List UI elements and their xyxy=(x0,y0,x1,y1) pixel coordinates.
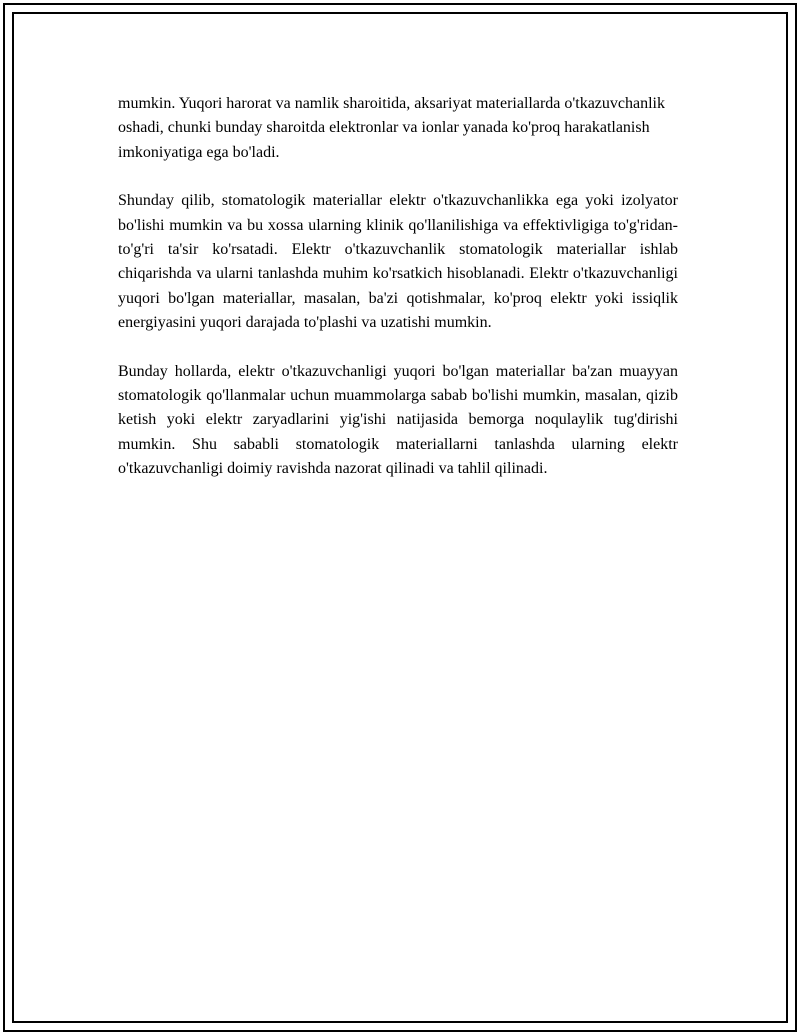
paragraph-clinical-issues: Bunday hollarda, elektr o'tkazuvchanligi yuqori bo'lgan materiallar ba'zan muayyan stomatologik qo'llanmalar uchun muammolarga sabab bo'lishi mumkin, masalan, qizib ketish yoki elektr zaryadlarini yig'ishi natijasida bemorga noqulaylik tug'dirishi mumkin. Shu sababli stomatologik materiallarni tanlashda ularning elektr o'tkazuvchanligi doimiy ravishda nazorat qilinadi va tahlil qilinadi. xyxy=(118,362,678,478)
paragraph-continuation: mumkin. Yuqori harorat va namlik sharoitida, aksariyat materiallarda o'tkazuvchanlik oshadi, chunki bunday sharoitda elektronlar va ionlar yanada ko'proq harakatlanish imkoniyatiga ega bo'ladi. xyxy=(118,95,665,161)
paragraph-conclusion: Shunday qilib, stomatologik materiallar elektr o'tkazuvchanlikka ega yoki izolyator bo'lishi mumkin va bu xossa ularning klinik qo'llanilishiga va effektivligiga to'g'ridan-to'g'ri ta'sir ko'rsatadi. Elektr o'tkazuvchanlik stomatologik materiallar ishlab chiqarishda va ularni tanlashda muhim ko'rsatkich hisoblanadi. Elektr o'tkazuvchanligi yuqori bo'lgan materiallar, masalan, ba'zi qotishmalar, ko'proq elektr yoki issiqlik energiyasini yuqori darajada to'plashi va uzatishi mumkin. xyxy=(118,192,678,332)
document-body xyxy=(118,92,678,506)
